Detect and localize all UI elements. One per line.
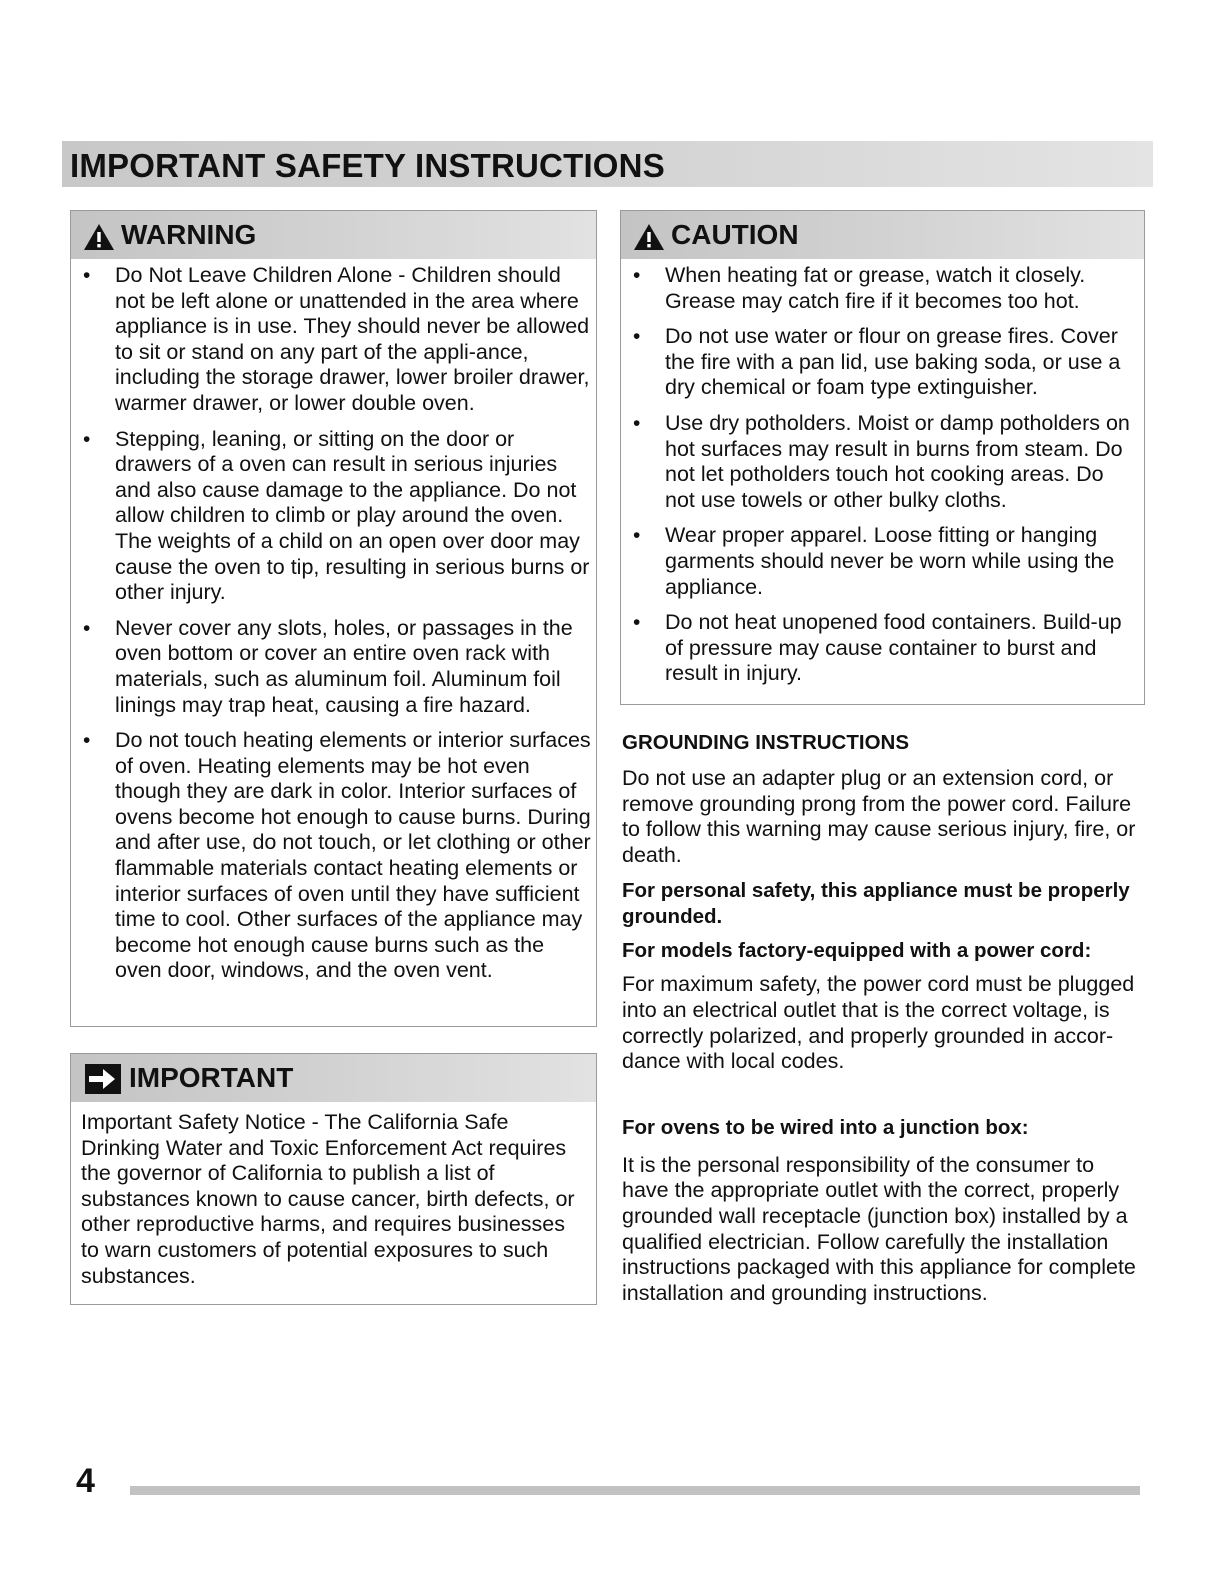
- warning-box: [70, 210, 597, 1027]
- page-number: 4: [76, 1462, 95, 1500]
- list-item: • Do Not Leave Children Alone - Children should not be left alone or unattended in the area where appliance is in use. They should never be allowed to sit or stand on any part of the appli-ance, including the storage drawer, lower broiler drawer, warmer drawer, or lower double oven.: [83, 263, 590, 415]
- grounding-paragraph: For maximum safety, the power cord must be plugged into an electrical outlet that is the correct voltage, is correctly polarized, and properly grounded in accor-dance with local codes.: [622, 972, 1135, 1074]
- important-header: [71, 1054, 596, 1102]
- footer-rule: [130, 1486, 1140, 1495]
- grounding-emphasis: For personal safety, this appliance must be properly grounded.: [622, 879, 1130, 929]
- list-item: • When heating fat or grease, watch it closely. Grease may catch fire if it becomes too hot.: [633, 263, 1086, 313]
- caution-label: CAUTION: [671, 219, 799, 250]
- grounding-paragraph: Do not use an adapter plug or an extension cord, or remove grounding prong from the power cord. Failure to follow this warning may cause serious injury, fire, or death.: [622, 766, 1136, 867]
- list-item: • Stepping, leaning, or sitting on the door or drawers of a oven can result in serious injuries and also cause damage to the appliance. Do not allow children to climb or play around the oven. The weights of a child on an open over door may cause the oven to tip, resulting in serious burns or other injury.: [83, 426, 590, 605]
- warning-list: [71, 263, 591, 994]
- important-notice-text: Important Safety Notice - The California Safe Drinking Water and Toxic Enforcement Act requires the governor of California to publish a list of substances known to cause cancer, birth defects, or other reproductive harms, and requires businesses to warn customers of potential exposures to such substances.: [81, 1110, 575, 1288]
- arrow-right-icon: [85, 1064, 121, 1094]
- caution-box: [620, 210, 1145, 705]
- list-item: • Do not use water or flour on grease fires. Cover the fire with a pan lid, use baking soda, or use a dry chemical or foam type extinguisher.: [633, 324, 1121, 400]
- caution-header: [621, 211, 1144, 259]
- subheading-junction-box: For ovens to be wired into a junction box:: [622, 1115, 1029, 1139]
- important-box: [70, 1053, 597, 1305]
- grounding-heading: GROUNDING INSTRUCTIONS: [622, 731, 909, 754]
- list-item: • Do not touch heating elements or interior surfaces of oven. Heating elements may be hot even though they are dark in color. Interior surfaces of ovens become hot enough to cause burns. During and after use, do not touch, or let clothing or other flammable materials contact heating elements or interior surfaces of oven until they have sufficient time to cool. Other surfaces of the appliance may become hot enough cause burns such as the oven door, windows, and the oven vent.: [83, 728, 591, 983]
- list-item: • Never cover any slots, holes, or passages in the oven bottom or cover an entire oven rack with materials, such as aluminum foil. Aluminum foil linings may trap heat, causing a fire hazard.: [83, 615, 573, 717]
- page-title: IMPORTANT SAFETY INSTRUCTIONS: [70, 147, 665, 184]
- warning-triangle-icon: [633, 223, 665, 251]
- important-label: IMPORTANT: [129, 1062, 294, 1093]
- list-item: • Use dry potholders. Moist or damp potholders on hot surfaces may result in burns from steam. Do not let potholders touch hot cooking areas. Do not use towels or other bulky cloths.: [633, 410, 1130, 512]
- warning-header: [71, 211, 596, 259]
- list-item: • Wear proper apparel. Loose fitting or hanging garments should never be worn while using the appliance.: [633, 523, 1115, 599]
- grounding-section: [622, 730, 1142, 1316]
- grounding-paragraph: It is the personal responsibility of the consumer to have the appropriate outlet with the correct, properly grounded wall receptacle (junction box) installed by a qualified electrician. Follow carefully the installation instructions packaged with this appliance for complete installation and grounding instructions.: [622, 1152, 1136, 1305]
- subheading-power-cord: For models factory-equipped with a power cord:: [622, 939, 1092, 963]
- section-banner: [62, 141, 1153, 187]
- caution-list: [621, 263, 1136, 697]
- list-item: • Do not heat unopened food containers. Build-up of pressure may cause container to burst and result in injury.: [633, 610, 1122, 686]
- warning-label: WARNING: [121, 219, 257, 250]
- warning-triangle-icon: [83, 223, 115, 251]
